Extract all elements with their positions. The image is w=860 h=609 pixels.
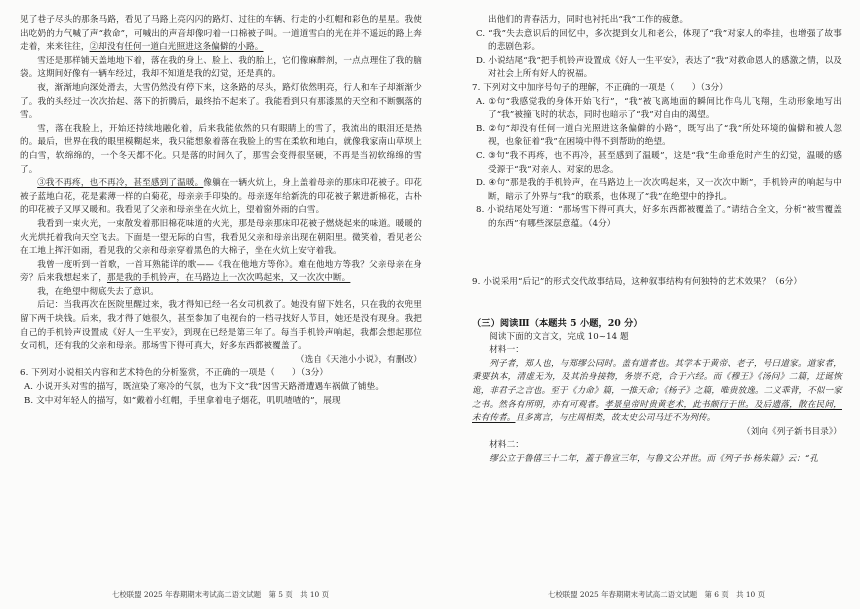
page-footer-left: 七校联盟 2025 年春期期末考试高二语文试题 第 5 页 共 10 页 xyxy=(112,590,329,599)
story-paragraph: 我看到一束火光，一束散发着那旧棉花味道的火光，那是母亲那床印花被子燃烧起来的味道。暖暖的火光烘托着我向天空飞去。下面是一望无际的白雪，我看见父亲和母亲出现在朝阳里。微笑着，看见老公在工地上挥汗如雨，看见我的父亲和母亲穿着黑色的大棉子，坐在火炕上安守着我。 xyxy=(20,218,422,257)
question-6-option-d: D. 小说结尾“我”把手机铃声设置成《好人一生平安》，表达了“我”对救命恩人的感激之情，以及对社会上所有好人的祝福。 xyxy=(476,55,842,80)
right-page xyxy=(472,14,842,467)
marked-sentence-2: ②却没有任何一道白光照进这条偏僻的小路。 xyxy=(89,42,264,53)
material-2-title: 材料二： xyxy=(489,440,524,451)
marked-sentence-4: 那是我的手机铃声，在马路边上一次次鸣起来，又一次次中断。 xyxy=(106,273,351,284)
question-8: 8. 小说结尾处写道：“那场雪下得可真大，好多东西都被覆盖了。”请结合全文，分析“被雪覆盖的东西”有哪些深层意蕴。（4分） xyxy=(476,205,842,229)
left-page xyxy=(20,14,422,408)
material-1-title: 材料一： xyxy=(489,345,524,356)
material-1-source: （刘向《列子新书目录》） xyxy=(741,426,842,437)
story-paragraph: 雪还是那样铺天盖地地下着，落在我的身上、脸上、我的胎上，它们像麻醉剂，一点点理住了我的脑袋。这期间好像有一辆车经过，我却不知道是我的幻觉，还是真的。 xyxy=(20,55,422,80)
material-2-text: 缪公立于鲁僖三十二年，蓋于鲁宣三年，与鲁文公并世。而《列子书·杨朱篇》云：“孔 xyxy=(489,454,819,465)
material-1-text: 列子者，郑人也，与郑缪公同时。盖有道者也。其学本于黄帝、老子，号曰道家。道家者，秉要执本，清虚无为，及其治身接物，务崇不竞，合于六经。而《穆王》《汤问》二篇，迂诞恢诡，非君子之言也。至于《力命》篇，一推天命；《杨子》之篇，唯贵放逸。二义乖背，不似一家之书。然各有所明，亦有可观者。孝景皇帝时贵黄老术，此书颇行于世。及后遗落，散在民间，未有传者。且多寓言，与庄周相类，故太史公司马迁不为列传。 xyxy=(472,358,842,424)
story-paragraph: 见了巷子尽头的那条马路，看见了马路上亮闪闪的路灯、过往的车辆、行走的小红帽和彩色的星星。我使出吃奶的力气喊了声“救命”，可喊出的声音却像叼着一口棉被子叫。一道道雪白的光在并不遥远的路上奔走着，来来往往，②却没有任何一道白光照进这条偏僻的小路。 xyxy=(20,15,422,53)
story-paragraph: ③我不再疼，也不再冷，甚至感到了温暖。像躺在一辆火炕上，身上盖着母亲的那床印花被子。印花被子蓝地白花，花是素薄一样的白菊花，母亲亲手印染的。母亲逐年给新洗的印花被子絮进新棉花，古朴的印花被子又厚又暖和。我看见了父亲和母亲坐在火炕上，望着窗外雨的白雪。 xyxy=(20,178,422,216)
story-paragraph: 我，在绝望中彻底失去了意识。 xyxy=(37,286,159,297)
question-6-option-a: A. 小说开头对雪的描写，既渲染了寒冷的气氛，也为下文“我”因雪天路滑遭遇车祸做了铺垫。 xyxy=(24,382,385,393)
section-3-heading: （三）阅读Ⅲ（本题共 5 小题，20 分） xyxy=(472,318,643,330)
question-6-option-c: C. “我”失去意识后的回忆中，多次提到女儿和老公，体现了“我”对家人的牵挂，也增强了故事的悲剧色彩。 xyxy=(476,28,842,53)
page-footer-right: 七校联盟 2025 年春期期末考试高二语文试题 第 6 页 共 10 页 xyxy=(548,590,765,599)
marked-sentence-classical: 孝景皇帝时贵黄老术，此书颇行于世。及后遗落，散在民间，未有传者。 xyxy=(472,399,842,424)
story-paragraph: 我曾一度听到一首歌，一首耳熟能详的歌——《我在他地方等你》。难在他地方等我？父亲母亲在身旁？后来我想起来了，那是我的手机铃声，在马路边上一次次鸣起来，又一次次中断。 xyxy=(20,259,422,284)
story-paragraph: 雪，落在我脸上，开始还持续地融化着，后来我能依然的只有眼睛上的雪了，我流出的眼泪还是热的。最后，世界在我的眼里模糊起来，我只能想象着落在我脸上的雪在柔软和地白，就像我家南山草坝上的白雪，软绵绵的，一个冬天都不化。只是落的时间久了，那雪会变得很坚硬，不再是当初软绵绵的雪了。 xyxy=(20,123,422,175)
question-6-stem: 6. 下列对小说相关内容和艺术特色的分析鉴赏，不正确的一项是（ ）（3分） xyxy=(20,368,329,379)
question-7-option-c: C. ③句“我不再疼，也不再冷，甚至感到了温暖”，这是“我”生命垂危时产生的幻觉，温暖的感受源于“我”对亲人、对家的思念。 xyxy=(476,150,842,175)
marked-sentence-3: ③我不再疼，也不再冷，甚至感到了温暖。 xyxy=(37,178,204,189)
question-7-option-d: D. ④句“那是我的手机铃声，在马路边上一次次鸣起来，又一次次中断”，手机铃声的响起与中断，暗示了外界与“我”的联系，也体现了“我”在绝望中的挣扎。 xyxy=(476,178,842,202)
section-3-intro: 阅读下面的文言文，完成 10~14 题 xyxy=(489,331,629,342)
story-afterword: 后记：当我再次在医院里醒过来，我才得知已经一名女司机救了。她没有留下姓名，只在我的衣兜里留下两千块钱。后来，我才得了她很久，甚至参加了电视台的一档寻找好人节目，她还是没有现身。我把自己的手机铃声设置成《好人一生平安》，到现在已经是第三年了。每当手机铃声响起，我都会想起那位女司机，还有我的父亲和母亲。那场雪下得可真大，好多东西都被覆盖了。 xyxy=(20,300,422,352)
story-source: （选自《天池小小说》，有删改） xyxy=(295,354,422,365)
question-6-option-b-continued: 出他们的青春活力，同时也衬托出“我”工作的疲惫。 xyxy=(488,15,689,25)
question-9: 9. 小说采用“后记”的形式交代故事结局，这种叙事结构有何独特的艺术效果？（6分） xyxy=(472,276,803,287)
question-7-stem: 7. 下列对文中加序号句子的理解，不正确的一项是（ ）（3分） xyxy=(472,82,728,93)
question-7-option-a: A. ①句“我感觉我的身体开始飞行”，“我”被飞离地面的瞬间比作鸟儿飞翔，生动形象地写出了“我”被撞飞时的状态，同时也暗示了“我”对自由的渴望。 xyxy=(476,96,842,121)
question-6-option-b: B. 文中对年轻人的描写，如“戴着小红帽，手里拿着电子烟花，叽叽喳喳的”，展现 xyxy=(24,395,341,406)
answer-space xyxy=(472,289,842,317)
question-7-option-b: B. ②句“却没有任何一道白光照进这条偏僻的小路”，既写出了“我”所处环境的偏僻和被人忽视，也象征着“我”在困境中得不到帮助的绝望。 xyxy=(476,123,842,148)
story-paragraph: 夜，渐渐地向深处滑去，大雪仍然没有停下来，这条路的尽头，路灯依然明亮，行人和车子却渐渐少了。我的头经过一次次抬起、落下的折腾后，最终抬不起来了。我能看到只有那漆黑的天空和不断飘落的雪。 xyxy=(20,82,422,121)
answer-space xyxy=(472,232,842,276)
